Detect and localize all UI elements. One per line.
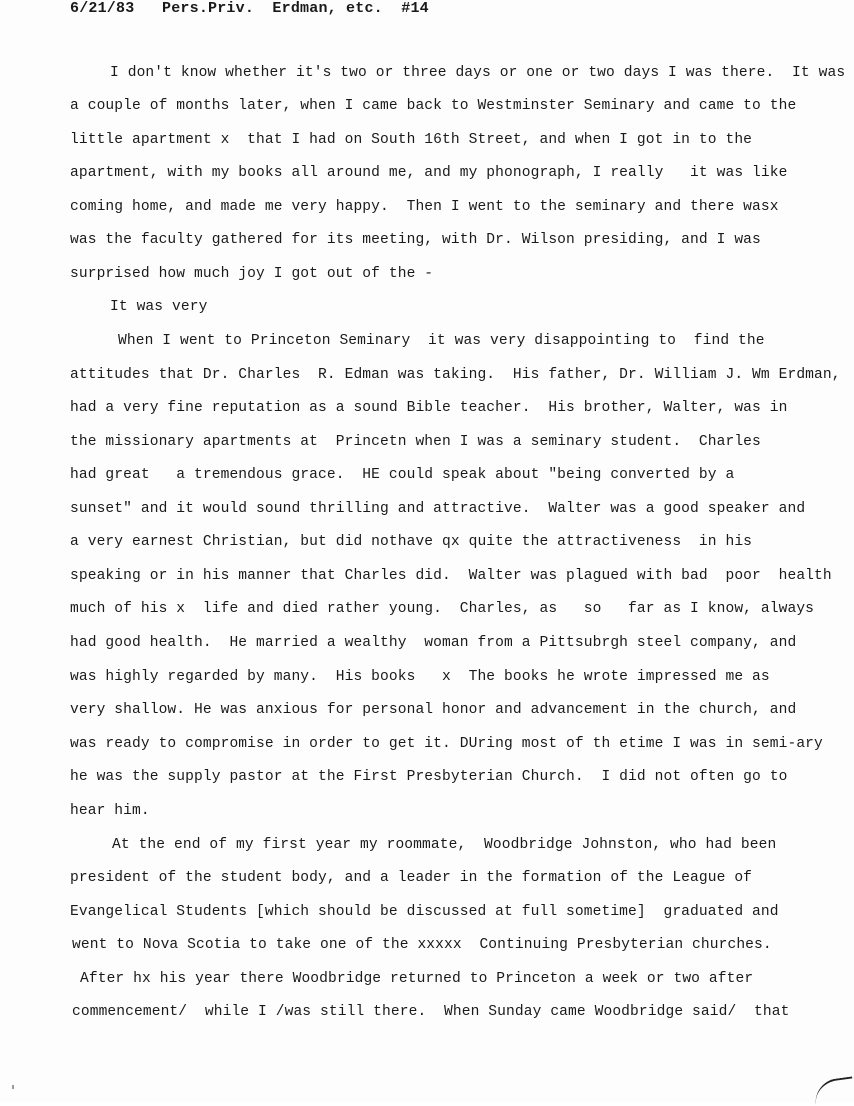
text-line: apartment, with my books all around me, and my phonograph, I really it was like [70, 165, 788, 181]
text-line: the missionary apartments at Princetn when I was a seminary student. Charles [70, 434, 761, 450]
text-line: sunset" and it would sound thrilling and attractive. Walter was a good speaker and [70, 501, 806, 517]
text-line: a couple of months later, when I came back to Westminster Seminary and came to the [70, 98, 797, 114]
text-line: attitudes that Dr. Charles R. Edman was taking. His father, Dr. William J. Wm Erdman, [70, 367, 841, 383]
text-line: very shallow. He was anxious for personal honor and advancement in the church, and [70, 702, 797, 718]
text-line: much of his x life and died rather young. Charles, as so far as I know, always [70, 601, 815, 617]
text-line: When I went to Princeton Seminary it was very disappointing to find the [118, 333, 765, 349]
text-line: was ready to compromise in order to get it. DUring most of th etime I was in semi-ary [70, 736, 823, 752]
text-line: coming home, and made me very happy. Then I went to the seminary and there wasx [70, 199, 779, 215]
text-line: president of the student body, and a leader in the formation of the League of [70, 870, 753, 886]
page-corner-curl [813, 1076, 854, 1105]
text-line: speaking or in his manner that Charles did. Walter was plagued with bad poor health [70, 568, 832, 584]
text-line: hear him. [70, 803, 150, 819]
text-line: I don't know whether it's two or three days or one or two days I was there. It was [110, 65, 846, 81]
text-line: had good health. He married a wealthy woman from a Pittsubrgh steel company, and [70, 635, 797, 651]
text-line: a very earnest Christian, but did nothave qx quite the attractiveness in his [70, 534, 753, 550]
text-line: surprised how much joy I got out of the - [70, 266, 434, 282]
text-line: little apartment x that I had on South 16th Street, and when I got in to the [70, 132, 753, 148]
text-line: had great a tremendous grace. HE could speak about "being converted by a [70, 467, 735, 483]
text-line: was the faculty gathered for its meeting, with Dr. Wilson presiding, and I was [70, 232, 761, 248]
margin-speck [12, 1085, 14, 1089]
text-line: had a very fine reputation as a sound Bible teacher. His brother, Walter, was in [70, 400, 788, 416]
text-line: Evangelical Students [which should be discussed at full sometime] graduated and [70, 904, 779, 920]
text-line: At the end of my first year my roommate, Woodbridge Johnston, who had been [112, 837, 777, 853]
page-header: 6/21/83 Pers.Priv. Erdman, etc. #14 [70, 0, 429, 17]
text-line: was highly regarded by many. His books x The books he wrote impressed me as [70, 669, 770, 685]
text-line: went to Nova Scotia to take one of the xxxxx Continuing Presbyterian churches. [72, 937, 772, 953]
text-line: commencement/ while I /was still there. When Sunday came Woodbridge said/ that [72, 1004, 790, 1020]
text-line: After hx his year there Woodbridge returned to Princeton a week or two after [80, 971, 754, 987]
text-line: It was very [110, 299, 208, 315]
text-line: he was the supply pastor at the First Presbyterian Church. I did not often go to [70, 769, 788, 785]
